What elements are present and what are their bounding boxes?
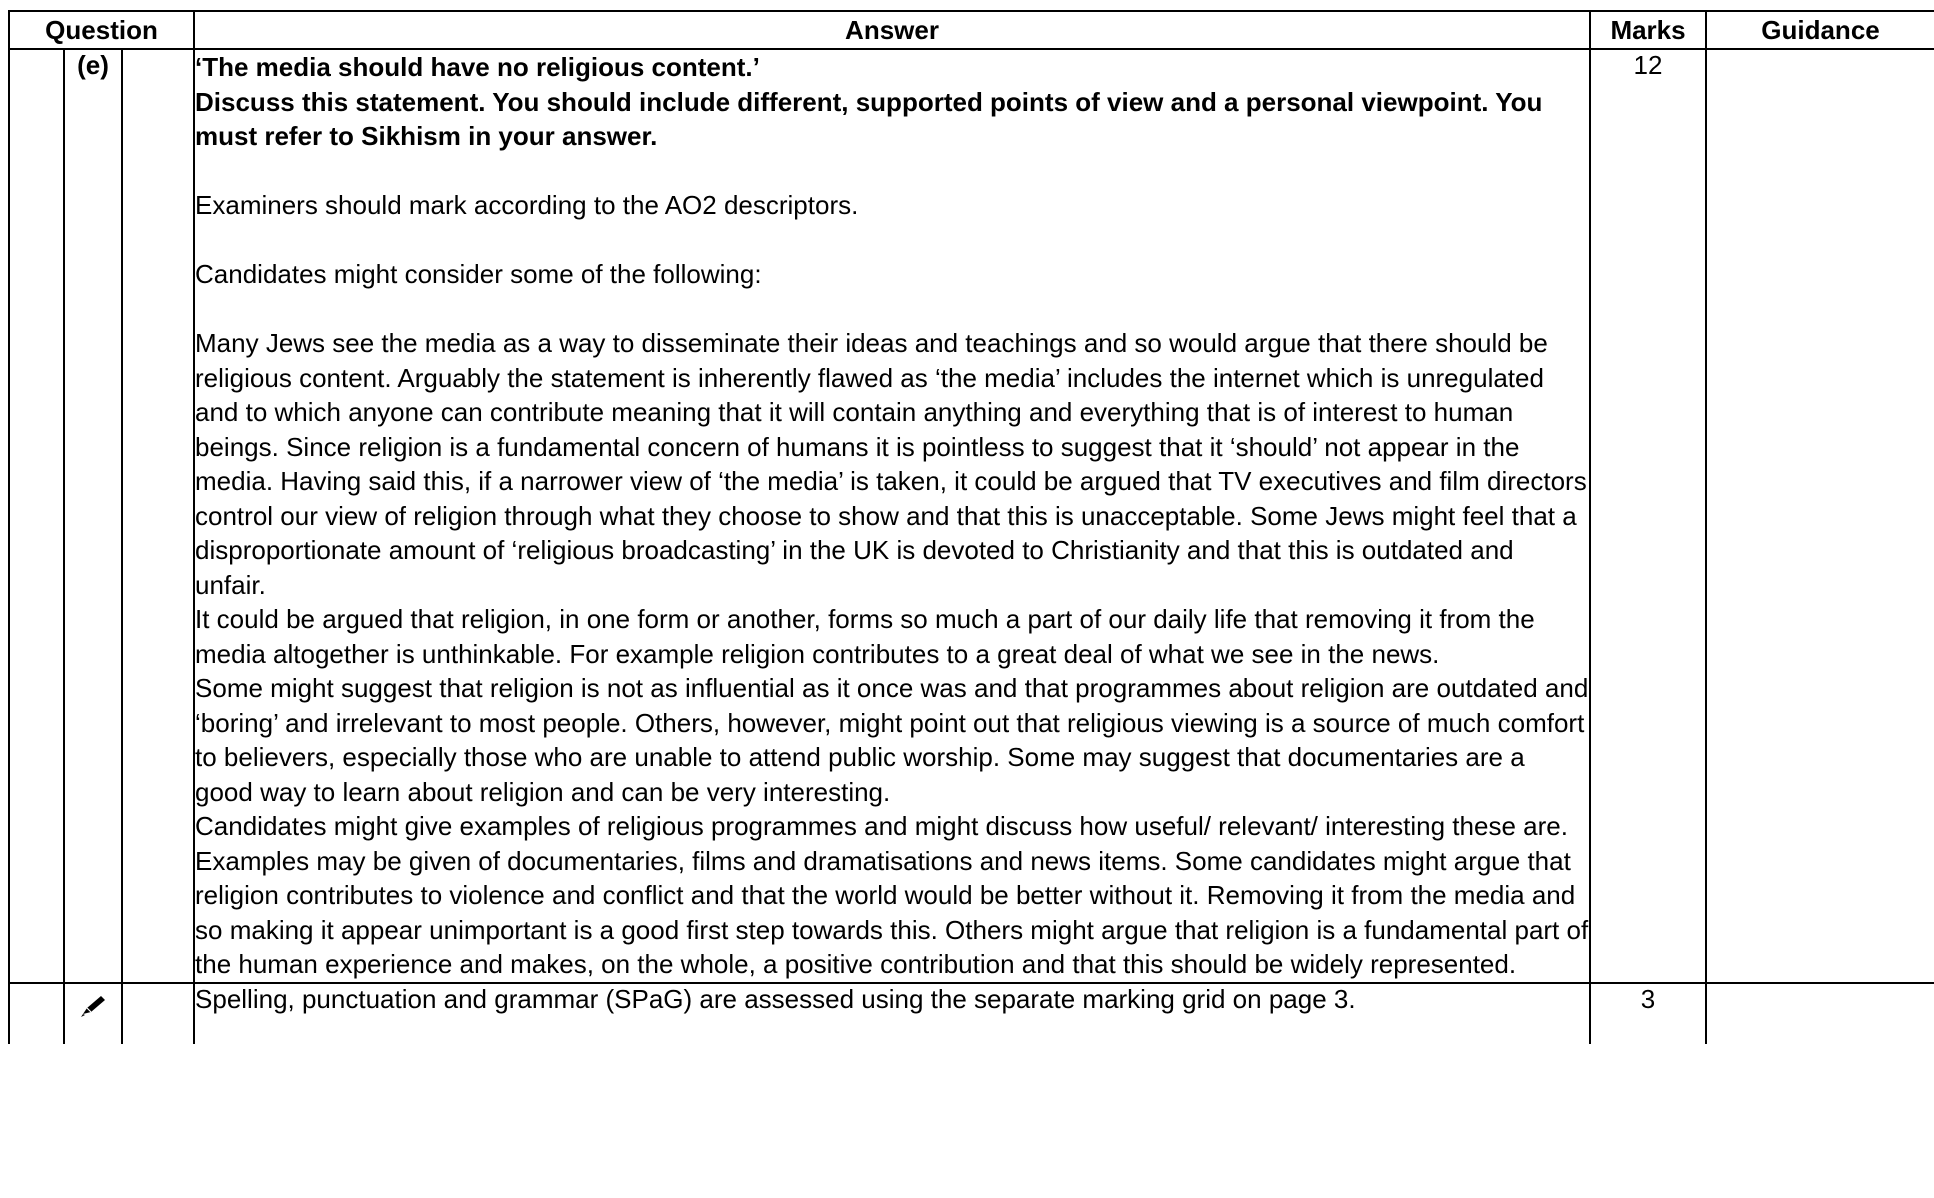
answer-paragraph: Some might suggest that religion is not as influential as it once was and that programmes about religion are outdated and ‘boring’ and irrelevant to most people. Others, however, might point out that religious viewing is a source of much comfort to believers, especially those who are unable to attend public worship. Some may suggest that documentaries are a good way to learn about religion and can be very interesting. — [195, 673, 1589, 807]
sub-sub-part-cell — [122, 983, 194, 1044]
spag-row — [9, 983, 1934, 1044]
answer-cell — [194, 49, 1590, 983]
marks-header: Marks — [1590, 11, 1706, 49]
spag-icon-cell — [64, 983, 122, 1044]
spag-marks-value: 3 — [1590, 983, 1706, 1044]
mark-scheme-table — [8, 10, 1934, 1044]
question-header: Question — [9, 11, 194, 49]
question-number-cell — [9, 49, 64, 983]
question-e-row — [9, 49, 1934, 983]
answer-paragraph: It could be argued that religion, in one form or another, forms so much a part of our daily life that removing it from the media altogether is unthinkable. For example religion contributes to a great deal of what we see in the news. — [195, 604, 1535, 669]
candidates-intro: Candidates might consider some of the following: — [195, 259, 762, 289]
guidance-cell — [1706, 49, 1934, 983]
examiner-instruction: Examiners should mark according to the AO2 descriptors. — [195, 190, 859, 220]
marks-value: 12 — [1590, 49, 1706, 983]
guidance-header: Guidance — [1706, 11, 1934, 49]
answer-header: Answer — [194, 11, 1590, 49]
spag-guidance-cell — [1706, 983, 1934, 1044]
question-number-cell — [9, 983, 64, 1044]
question-instruction: Discuss this statement. You should include different, supported points of view and a personal viewpoint. You must refer to Sikhism in your answer. — [195, 86, 1543, 151]
answer-paragraph: Many Jews see the media as a way to disseminate their ideas and teachings and so would argue that there should be religious content. Arguably the statement is inherently flawed as ‘the media’ includes the internet which is unregulated and to which anyone can contribute meaning that it will contain anything and everything that is of interest to human beings. Since religion is a fundamental concern of humans it is pointless to suggest that it ‘should’ not appear in the media. Having said this, if a narrower view of ‘the media’ is taken, it could be argued that TV executives and film directors control our view of religion through what they choose to show and that this is unacceptable. Some Jews might feel that a disproportionate amount of ‘religious broadcasting’ in the UK is devoted to Christianity and that this is outdated and unfair. — [195, 328, 1587, 600]
answer-paragraph: Candidates might give examples of religious programmes and might discuss how useful/ relevant/ interesting these are. Examples may be given of documentaries, films and dramatisations and news items. Some candidates might argue that religion contributes to violence and conflict and that the world would be better without it. Removing it from the media and so making it appear unimportant is a good first step towards this. Others might argue that religion is a fundamental part of the human experience and makes, on the whole, a positive contribution and that this should be widely represented. — [195, 811, 1589, 979]
spag-text: Spelling, punctuation and grammar (SPaG) are assessed using the separate marking grid on page 3. — [194, 983, 1590, 1044]
sub-sub-part-cell — [122, 49, 194, 983]
pencil-icon — [79, 994, 107, 1018]
question-quote: ‘The media should have no religious content.’ — [195, 52, 760, 82]
header-row — [9, 11, 1934, 49]
sub-part-label: (e) — [64, 49, 122, 983]
